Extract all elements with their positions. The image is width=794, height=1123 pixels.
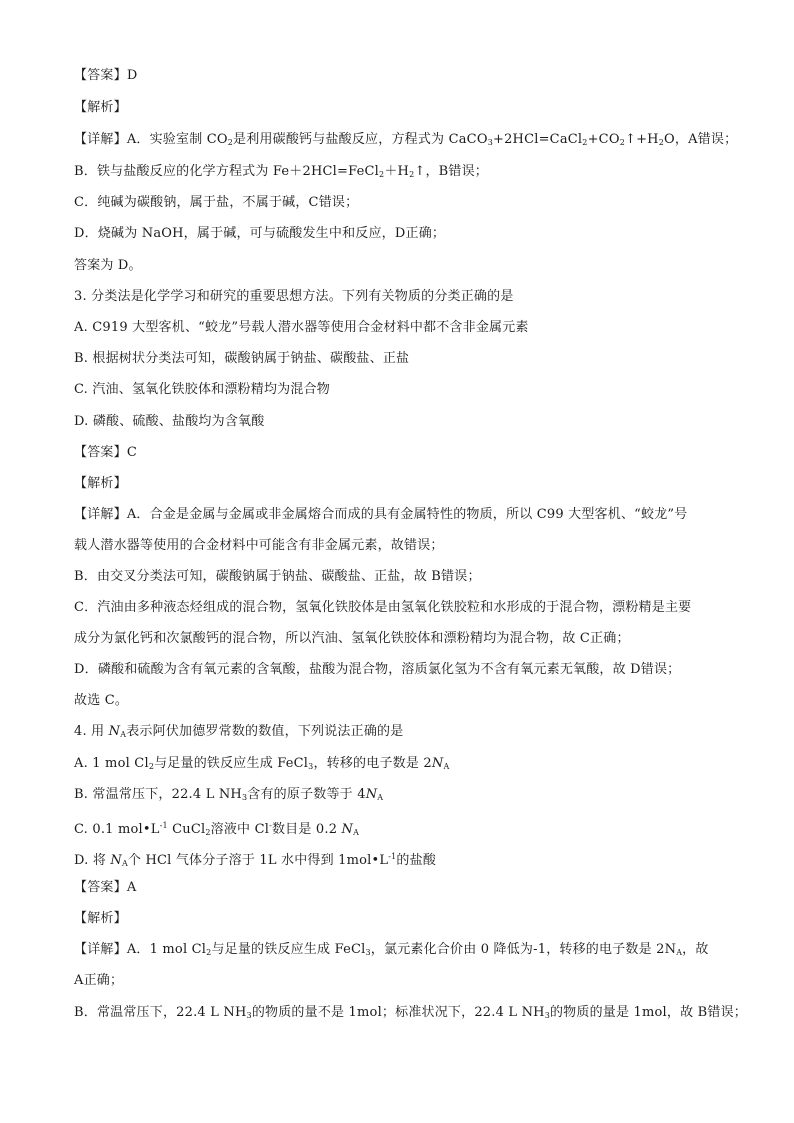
q4-option-c: C. 0.1 $mol•L^{-1}$ CuCl$_2$溶液中 Cl-数目是 0.2 $N_A$ xyxy=(74,821,360,837)
q3-detail-a-line1: 【详解】A．合金是金属与金属或非金属熔合而成的具有金属特性的物质，所以 C99 大型客机、“蛟龙”号 xyxy=(74,507,688,522)
q3-detail-a-line2: 载人潜水器等使用的合金材料中可能含有非金属元素，故错误； xyxy=(74,538,444,553)
q2-detail-c: C．纯碱为碳酸钠，属于盐，不属于碱，C错误； xyxy=(74,195,359,210)
q2-detail-a: 【详解】A．实验室制 $CO_2$是利用碳酸钙与盐酸反应，方程式为 $CaCO_3+2HCl=CaCl_2+CO_2↑+H_2O$，A错误； xyxy=(74,132,738,147)
q4-analysis-label: 【解析】 xyxy=(74,911,127,926)
q4-detail-a-line2: A正确； xyxy=(74,973,124,988)
q4-detail-b: B．常温常压下，22.4 L $NH_3$的物质的量不是 1mol；标准状况下，22.4 L $NH_3$的物质的量是 1mol，故 B错误； xyxy=(74,1005,747,1020)
q3-option-c: C. 汽油、氢氧化铁胶体和漂粉精均为混合物 xyxy=(74,382,330,397)
q4-option-b: B. 常温常压下，22.4 L $NH_3$含有的原子数等于 $4N_A$ xyxy=(74,787,384,802)
answer-label: 【答案】 xyxy=(74,68,127,83)
q3-conclusion: 故选 C。 xyxy=(74,693,129,708)
q3-stem: 3. 分类法是化学学习和研究的重要思想方法。下列有关物质的分类正确的是 xyxy=(74,289,514,304)
q2-answer-line xyxy=(74,66,137,86)
q2-detail-b: B．铁与盐酸反应的化学方程式为 $Fe+2HCl=FeCl_2+H_2↑$，B错误； xyxy=(74,164,489,179)
q3-answer-value: C xyxy=(126,445,137,460)
q2-conclusion: 答案为 D。 xyxy=(74,258,142,273)
q4-answer-line: 【答案】A xyxy=(74,880,137,895)
q3-option-a: A. C919 大型客机、“蛟龙”号载人潜水器等使用合金材料中都不含非金属元素 xyxy=(74,320,529,335)
q2-analysis-label: 【解析】 xyxy=(74,100,127,115)
q3-detail-b: B．由交叉分类法可知，碳酸钠属于钠盐、碳酸盐、正盐，故 B错误； xyxy=(74,569,481,584)
q4-detail-a-line1: 【详解】A．1 mol $Cl_2$与足量的铁反应生成 FeCl$_3$，氯元素化合价由 0 降低为-1，转移的电子数是 $2N_A$，故 xyxy=(74,942,709,957)
q3-option-d: D. 磷酸、硫酸、盐酸均为含氧酸 xyxy=(74,414,265,429)
q3-answer-line: 【答案】C xyxy=(74,445,137,460)
q4-option-a: A. 1 mol $Cl_2$与足量的铁反应生成 FeCl$_3$，转移的电子数是 $2N_A$ xyxy=(74,756,450,771)
q3-detail-d: D．磷酸和硫酸为含有氧元素的含氧酸，盐酸为混合物，溶质氯化氢为不含有氧元素无氧酸，故 D错误； xyxy=(74,662,681,677)
q3-option-b: B. 根据树状分类法可知，碳酸钠属于钠盐、碳酸盐、正盐 xyxy=(74,351,410,366)
q3-analysis-label: 【解析】 xyxy=(74,476,127,491)
q4-answer-value: A xyxy=(126,880,137,895)
q2-detail-d: D．烧碱为 NaOH，属于碱，可与硫酸发生中和反应，D正确； xyxy=(74,226,446,241)
q4-option-d: D. 将 $N_A$个 HCl 气体分子溶于 1L 水中得到 $1mol•L^{-1}$的盐酸 xyxy=(74,852,437,868)
q2-answer-value: D xyxy=(126,68,138,83)
q3-detail-c-line2: 成分为氯化钙和次氯酸钙的混合物，所以汽油、氢氧化铁胶体和漂粉精均为混合物，故 C正确； xyxy=(74,631,630,646)
q4-stem: 4. 用 $N_A$表示阿伏加德罗常数的数值，下列说法正确的是 xyxy=(74,724,404,739)
q3-detail-c-line1: C．汽油由多种液态烃组成的混合物，氢氧化铁胶体是由氢氧化铁胶粒和水形成的于混合物，漂粉精是主要 xyxy=(74,600,692,615)
